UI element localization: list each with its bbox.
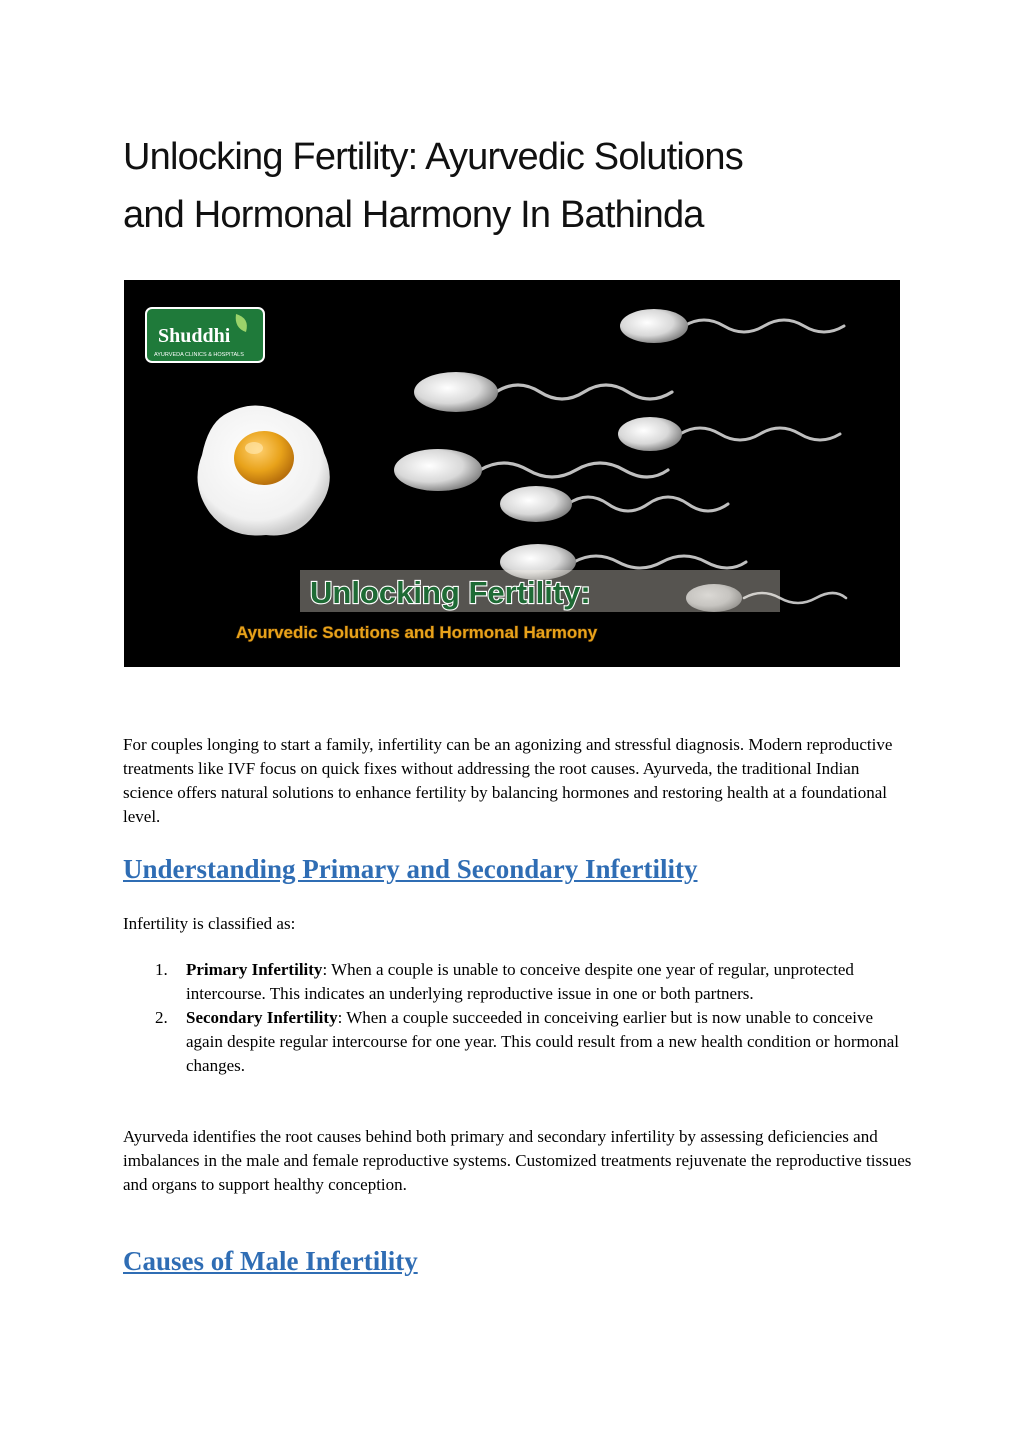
hero-subheadline: Ayurvedic Solutions and Hormonal Harmony [236,623,598,642]
title-line-1: Unlocking Fertility: Ayurvedic Solutions [123,136,743,178]
egg-icon [198,405,330,535]
hero-image [124,280,900,667]
infertility-types-list [123,958,913,1078]
list-item [123,958,913,1006]
list-text: : When a couple succeeded in conceiving earlier but is now unable to conceive again despite regular intercourse for one year. This could result from a new health condition or hormonal changes. [186,1008,899,1075]
hero-headline: Unlocking Fertility: [310,575,591,610]
intro-paragraph: For couples longing to start a family, infertility can be an agonizing and stressful diagnosis. Modern reproductive treatments like IVF focus on quick fixes without addressing the root causes. Ayurveda, the traditional Indian science offers natural solutions to enhance fertility by balancing hormones and restoring health at a foundational level. [123,735,893,826]
list-item [123,1006,913,1078]
classification-lead: Infertility is classified as: [123,914,296,933]
list-term: Secondary Infertility [186,1008,338,1027]
title-line-2: and Hormonal Harmony In Bathinda [123,194,704,236]
list-number: 2. [155,1008,168,1027]
page-title [123,128,903,244]
section-heading-male-infertility[interactable]: Causes of Male Infertility [123,1246,418,1276]
list-term: Primary Infertility [186,960,323,979]
ayurveda-paragraph: Ayurveda identifies the root causes behind both primary and secondary infertility by assessing deficiencies and imbalances in the male and female reproductive systems. Customized treatments rejuvenate the reproductive tissues and organs to support healthy conception. [123,1127,912,1194]
logo-name: Shuddhi [158,325,231,347]
section-heading-primary-secondary[interactable]: Understanding Primary and Secondary Infertility [123,854,698,884]
list-number: 1. [155,960,168,979]
list-text: : When a couple is unable to conceive despite one year of regular, unprotected intercourse. This indicates an underlying reproductive issue in one or both partners. [186,960,854,1003]
shuddhi-logo [146,308,264,362]
logo-tagline: AYURVEDA CLINICS & HOSPITALS [154,352,244,358]
